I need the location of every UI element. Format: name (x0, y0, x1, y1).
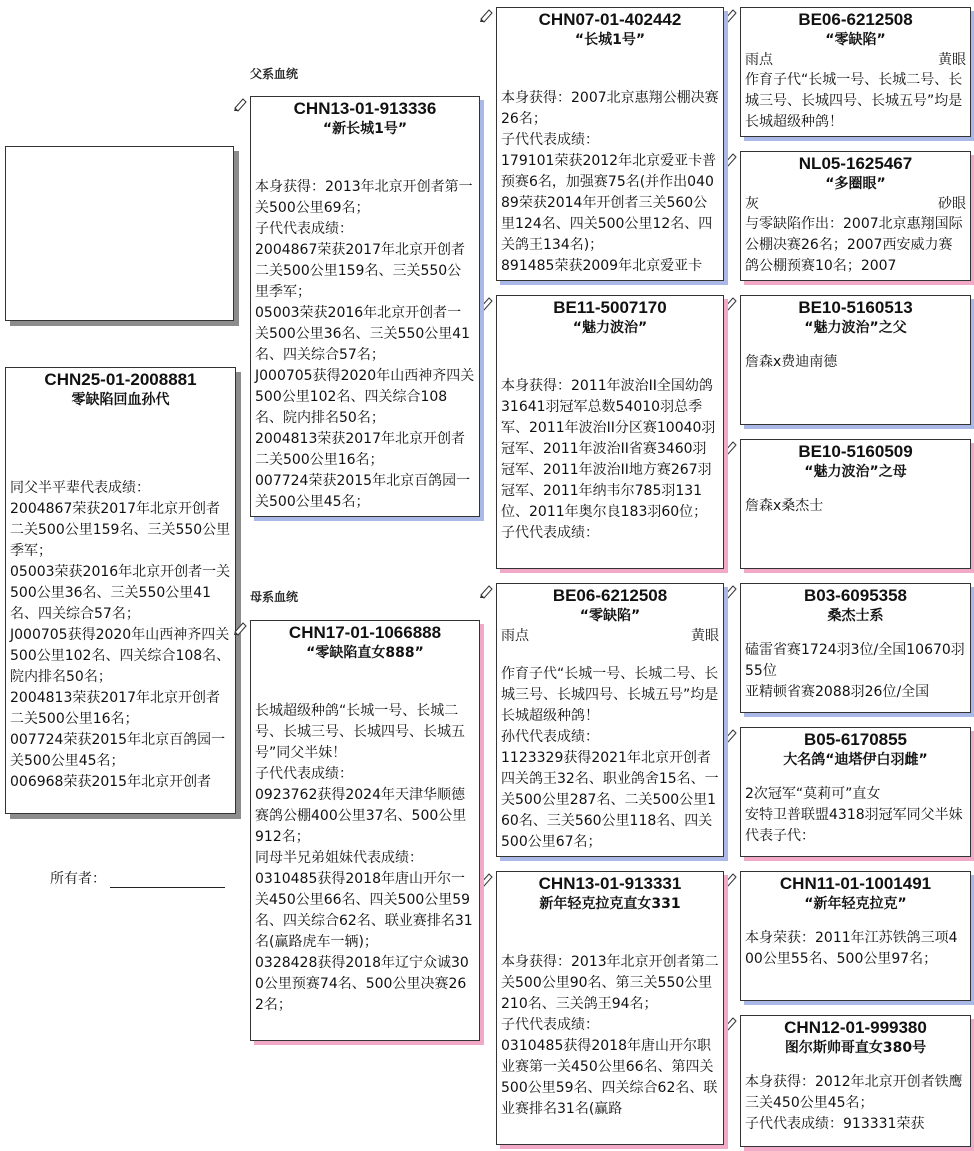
ssd-color-eye (741, 194, 970, 214)
sire-dam-card[interactable] (496, 295, 724, 569)
dds-card[interactable] (740, 871, 971, 1001)
dds-ring-number: CHN11-01-1001491 (779, 874, 932, 893)
sire-dam-ring-number: BE11-5007170 (553, 298, 667, 317)
dsd-ring-number: B05-6170855 (803, 730, 908, 749)
sdd-name: “魅力波治”之母 (804, 464, 907, 480)
sds-card[interactable] (740, 295, 971, 425)
edit-pencil-icon[interactable] (479, 295, 495, 311)
sss-color-eye (741, 50, 970, 70)
sire-name: “新长城1号” (322, 121, 408, 137)
edit-pencil-icon[interactable] (723, 1015, 739, 1031)
edit-pencil-icon[interactable] (723, 295, 739, 311)
sss-eye: 黄眼 (938, 52, 966, 68)
ddd-name: 图尔斯帅哥直女380号 (784, 1040, 927, 1056)
dam-sire-color-eye (497, 626, 723, 646)
dss-ring-number: B03-6095358 (803, 586, 908, 605)
sss-color: 雨点 (745, 52, 773, 68)
sss-card[interactable] (740, 7, 971, 137)
dsd-name: 大名鸽“迪塔伊白羽雌” (783, 752, 928, 768)
sire-dam-name: “魅力波治” (572, 320, 648, 336)
dam-ring-number: CHN17-01-1066888 (288, 623, 442, 642)
sire-card[interactable] (250, 96, 480, 517)
subject-card[interactable] (5, 367, 236, 814)
sire-line-label: 父系血统 (250, 67, 299, 81)
owner-label: 所有者： (50, 871, 106, 887)
sss-text: 作育子代“长城一号、长城二号、长城三号、长城四号、长城五号”均是长城超级种鸽！ (745, 72, 963, 130)
sire-sire-ring-number: CHN07-01-402442 (538, 10, 682, 29)
edit-pencil-icon[interactable] (479, 583, 495, 599)
edit-pencil-icon[interactable] (233, 620, 249, 636)
ssd-text: 与零缺陷作出：2007北京惠翔国际公棚决赛26名；2007西安威力赛鸽公棚预赛10名；2007 (745, 216, 963, 274)
ssd-eye: 砂眼 (938, 196, 966, 212)
dam-dam-card[interactable] (496, 871, 724, 1145)
edit-pencil-icon[interactable] (479, 871, 495, 887)
dam-sire-ring-number: BE06-6212508 (552, 586, 668, 605)
sds-text: 詹森x费迪南德 (745, 354, 838, 370)
dss-text: 磕雷省赛1724羽3位/全国10670羽55位 亚精顿省赛2088羽26位/全国 (745, 642, 965, 700)
dam-card[interactable] (250, 620, 480, 1041)
dam-line-label: 母系血统 (250, 590, 299, 604)
dss-card[interactable] (740, 583, 971, 713)
sire-sire-card[interactable] (496, 7, 724, 281)
owner-blank-line (110, 871, 225, 888)
edit-pencil-icon[interactable] (723, 439, 739, 455)
dsd-text: 2次冠军“莫莉可”直女 安特卫普联盟4318羽冠军同父半妹代表子代： (745, 786, 963, 844)
sire-text: 本身获得：2013年北京开创者第一关500公里69名； 子代代表成绩： 2004867荣获2017年北京开创者二关500公里159名、三关550公里季军； 05003荣获2016年北京开创者一关500公里36名、三关550公里41名、四关综合57名； J000705获得2020年山西神齐四关500公里102名、四关综合108名、院内排名50名； 2004813荣获2017年北京开创者二关500公里16名； 007724荣获2015年北京百鸽园一关500公里45名； (255, 179, 475, 510)
dam-dam-name: 新年轻克拉克直女331 (539, 896, 681, 912)
dam-sire-text: 作育子代“长城一号、长城二号、长城三号、长城四号、长城五号”均是长城超级种鸽！ 孙代代表成绩： 1123329获得2021年北京开创者四关鸽王32名、职业鸽舍15名、一关500公里287名、二关500公里160名、三关560公里118名、四关500公里67名； (501, 666, 719, 850)
sds-ring-number: BE10-5160513 (798, 298, 913, 317)
edit-pencil-icon[interactable] (723, 871, 739, 887)
dam-sire-name: “零缺陷” (579, 608, 641, 624)
sss-ring-number: BE06-6212508 (798, 10, 913, 29)
dam-name: “零缺陷直女888” (306, 645, 424, 661)
sdd-card[interactable] (740, 439, 971, 569)
sss-name: “零缺陷” (825, 32, 886, 48)
ddd-ring-number: CHN12-01-999380 (784, 1018, 927, 1037)
edit-pencil-icon[interactable] (723, 151, 739, 167)
dam-dam-ring-number: CHN13-01-913331 (538, 874, 682, 893)
pigeon-photo-frame (5, 146, 234, 321)
sds-name: “魅力波治”之父 (804, 320, 907, 336)
dam-sire-eye: 黄眼 (691, 628, 719, 644)
dss-name: 桑杰士系 (827, 608, 884, 624)
subject-text: 同父半平辈代表成绩： 2004867荣获2017年北京开创者二关500公里159名、三关550公里季军； 05003荣获2016年北京开创者一关500公里36名、三关550公里41名、四关综合57名； J000705获得2020年山西神齐四关500公里102名、四关综合108名、院内排名50名； 2004813荣获2017年北京开创者二关500公里16名； 007724荣获2015年北京百鸽园一关500公里45名； 006968荣获2015年北京开创者 (10, 480, 231, 790)
subject-ring-number: CHN25-01-2008881 (44, 370, 197, 389)
edit-pencil-icon[interactable] (723, 727, 739, 743)
dam-dam-text: 本身获得：2013年北京开创者第二关500公里90名、第三关550公里210名、三关鸽王94名； 子代代表成绩： 0310485获得2018年唐山开尔职业赛第一关450公里66名、第四关500公里59名、四关综合62名、联业赛排名31名(赢路 (501, 954, 719, 1117)
edit-pencil-icon[interactable] (479, 7, 495, 23)
ssd-color: 灰 (745, 196, 759, 212)
dam-sire-color: 雨点 (501, 628, 529, 644)
edit-pencil-icon[interactable] (723, 583, 739, 599)
edit-pencil-icon[interactable] (723, 7, 739, 23)
dam-sire-card[interactable] (496, 583, 724, 857)
dds-name: “新年轻克拉克” (804, 896, 907, 912)
ssd-ring-number: NL05-1625467 (798, 154, 913, 173)
dds-text: 本身荣获：2011年江苏铁鸽三项400公里55名、500公里97名； (745, 930, 958, 967)
ssd-name: “多圈眼” (825, 176, 886, 192)
ddd-text: 本身获得：2012年北京开创者铁鹰三关450公里45名； 子代代表成绩：913331荣获 (745, 1074, 963, 1132)
ssd-card[interactable] (740, 151, 971, 281)
sire-dam-text: 本身获得：2011年波治II全国幼鸽31641羽冠军总数54010羽总季军、2011年波治II分区赛10040羽冠军、2011年波治II省赛3460羽冠军、2011年波治II地方赛267羽冠军、2011年纳韦尔785羽131位、2011年奥尔良183羽60位； 子代代表成绩： (501, 378, 716, 541)
sire-sire-name: “长城1号” (574, 32, 646, 48)
owner-field (50, 868, 225, 888)
ddd-card[interactable] (740, 1015, 971, 1147)
sdd-text: 詹森x桑杰士 (745, 498, 824, 514)
dsd-card[interactable] (740, 727, 971, 857)
sire-ring-number: CHN13-01-913336 (293, 99, 437, 118)
sire-sire-text: 本身获得：2007北京惠翔公棚决赛26名； 子代代表成绩： 179101荣获2012年北京爱亚卡普预赛6名，加强赛75名(并作出04089荣获2014年开创者三关560公里124名、四关500公里12名、四关鸽王134名)； 891485荣获2009年北京爱亚卡 (501, 90, 719, 274)
dam-text: 长城超级种鸽“长城一号、长城二号、长城三号、长城四号、长城五号”同父半妹！ 子代代表成绩： 0923762获得2024年天津华顺德赛鸽公棚400公里37名、500公里912名； 同母半兄弟姐妹代表成绩： 0310485获得2018年唐山开尔一关450公里66名、四关500公里59名、四关综合62名、联业赛排名31名(赢路虎车一辆)； 0328428获得2018年辽宁众诚300公里预赛74名、500公里决赛262名； (255, 703, 473, 1013)
edit-pencil-icon[interactable] (233, 96, 249, 112)
sdd-ring-number: BE10-5160509 (798, 442, 913, 461)
subject-name: 零缺陷回血孙代 (71, 392, 170, 408)
